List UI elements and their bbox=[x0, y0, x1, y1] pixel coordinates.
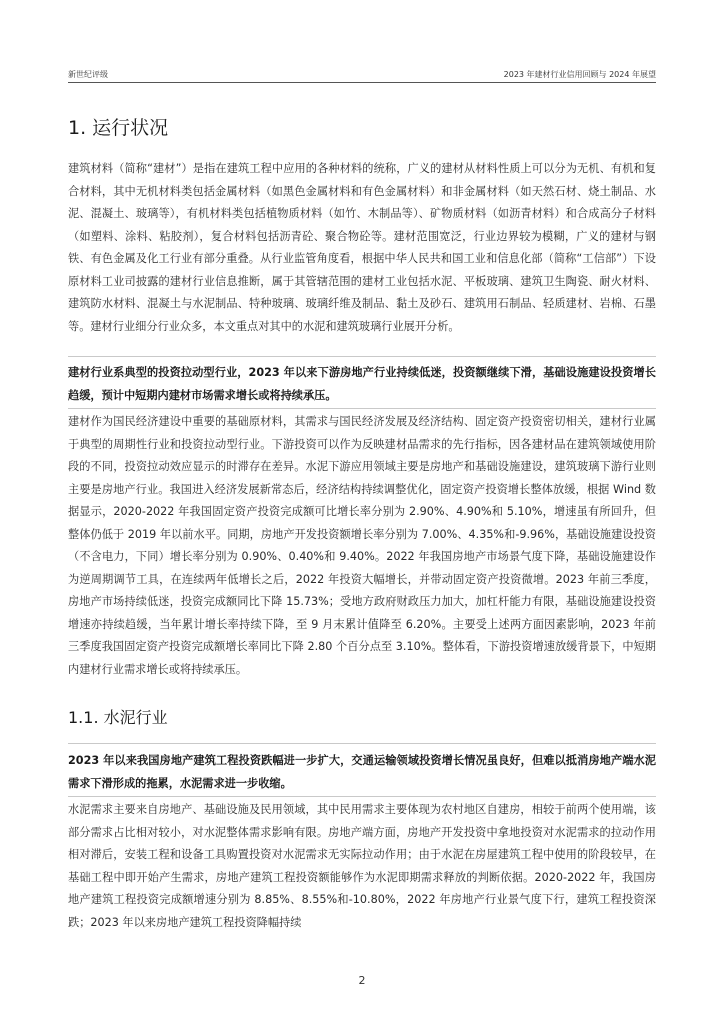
lead-bottom-divider bbox=[68, 408, 656, 409]
header-report-title: 2023 年建材行业信用回顾与 2024 年展望 bbox=[503, 70, 656, 79]
cement-key-finding: 2023 年以来我国房地产建筑工程投资跌幅进一步扩大，交通运输领域投资增长情况虽良好，但难以抵消房地产端水泥需求下滑形成的拖累，水泥需求进一步收缩。 bbox=[68, 754, 656, 790]
section-heading: 1. 运行状况 bbox=[68, 117, 169, 139]
subsection-heading: 1.1. 水泥行业 bbox=[68, 708, 168, 727]
lead-top-divider bbox=[68, 356, 656, 357]
analysis-paragraph: 建材作为国民经济建设中重要的基础原材料，其需求与国民经济发展及经济结构、固定资产投资密切相关，建材行业属于典型的周期性行业和投资拉动型行业。下游投资可以作为反映建材品需求的先行指标，因各建材品在建筑领域使用阶段的不同，投资拉动效应显示的时滞存在差异。水泥下游应用领域主要是房地产和基础设施建设，建筑玻璃下游行业则主要是房地产行业。我国进入经济发展新常态后，经济结构持续调整优化，固定资产投资增长整体放缓，根据 Wind 数据显示，2020-2022 年我国固定资产投资完成额可比增长率分别为 2.90%、4.90%和 5.10%，增速虽有所回升，但整体仍低于 2019 年以前水平。同期，房地产开发投资额增长率分别为 7.00%、4.35%和-9.96%，基础设施建设投资（不含电力，下同）增长率分别为 0.90%、0.40%和 9.40%。2022 年我国房地产市场景气度下降，基础设施建设作为逆周期调节工具，在连续两年低增长之后，2022 年投资大幅增长，并带动固定资产投资微增。2023 年前三季度，房地产市场持续低迷，投资完成额同比下降 15.73%；受地方政府财政压力加大，加杠杆能力有限，基础设施建设投资增速亦持续趋缓，当年累计增长率持续下降，至 9 月末累计值降至 6.20%。主要受上述两方面因素影响，2023 年前三季度我国固定资产投资完成额增长率同比下降 2.80 个百分点至 3.10%。整体看，下游投资增速放缓背景下，中短期内建材行业需求增长或将持续承压。 bbox=[68, 415, 656, 676]
cement-paragraph: 水泥需求主要来自房地产、基础设施及民用领域，其中民用需求主要体现为农村地区自建房，相较于前两个使用端，该部分需求占比相对较小，对水泥整体需求影响有限。房地产端方面，房地产开发投资中拿地投资对水泥需求的拉动作用相对滞后，安装工程和设备工具购置投资对水泥需求无实际拉动作用；由于水泥在房屋建筑工程中使用的阶段较早，在基础工程中即开始产生需求，房地产建筑工程投资额能够作为水泥即期需求释放的判断依据。2020-2022 年，我国房地产建筑工程投资完成额增速分别为 8.85%、8.55%和-10.80%，2022 年房地产行业景气度下行，建筑工程投资深跌；2023 年以来房地产建筑工程投资降幅持续 bbox=[68, 803, 656, 929]
intro-paragraph: 建筑材料（简称“建材”）是指在建筑工程中应用的各种材料的统称，广义的建材从材料性质上可以分为无机、有机和复合材料，其中无机材料类包括金属材料（如黑色金属材料和有色金属材料）和非金属材料（如天然石材、烧土制品、水泥、混凝土、玻璃等），有机材料类包括植物质材料（如竹、木制品等）、矿物质材料（如沥青材料）和合成高分子材料（如塑料、涂料、粘胶剂），复合材料包括沥青砼、聚合物砼等。建材范围宽泛，行业边界较为模糊，广义的建材与钢铁、有色金属及化工行业有部分重叠。从行业监管角度看，根据中华人民共和国工业和信息化部（简称“工信部”）下设原材料工业司披露的建材行业信息推断，属于其管辖范围的建材工业包括水泥、平板玻璃、建筑卫生陶瓷、耐火材料、建筑防水材料、混凝土与水泥制品、特种玻璃、玻璃纤维及制品、黏土及砂石、建筑用石制品、轻质建材、岩棉、石墨等。建材行业细分行业众多，本文重点对其中的水泥和建筑玻璃行业展开分析。 bbox=[68, 162, 656, 333]
page-number: 2 bbox=[358, 974, 366, 987]
sub-lead-top-divider bbox=[68, 743, 656, 744]
header-publisher: 新世纪评级 bbox=[68, 70, 108, 79]
key-finding-paragraph: 建材行业系典型的投资拉动型行业，2023 年以来下游房地产行业持续低迷，投资额继续下滑，基础设施建设投资增长趋缓，预计中短期内建材市场需求增长或将持续承压。 bbox=[68, 366, 656, 402]
header-divider bbox=[68, 82, 656, 83]
sub-lead-bottom-divider bbox=[68, 796, 656, 797]
